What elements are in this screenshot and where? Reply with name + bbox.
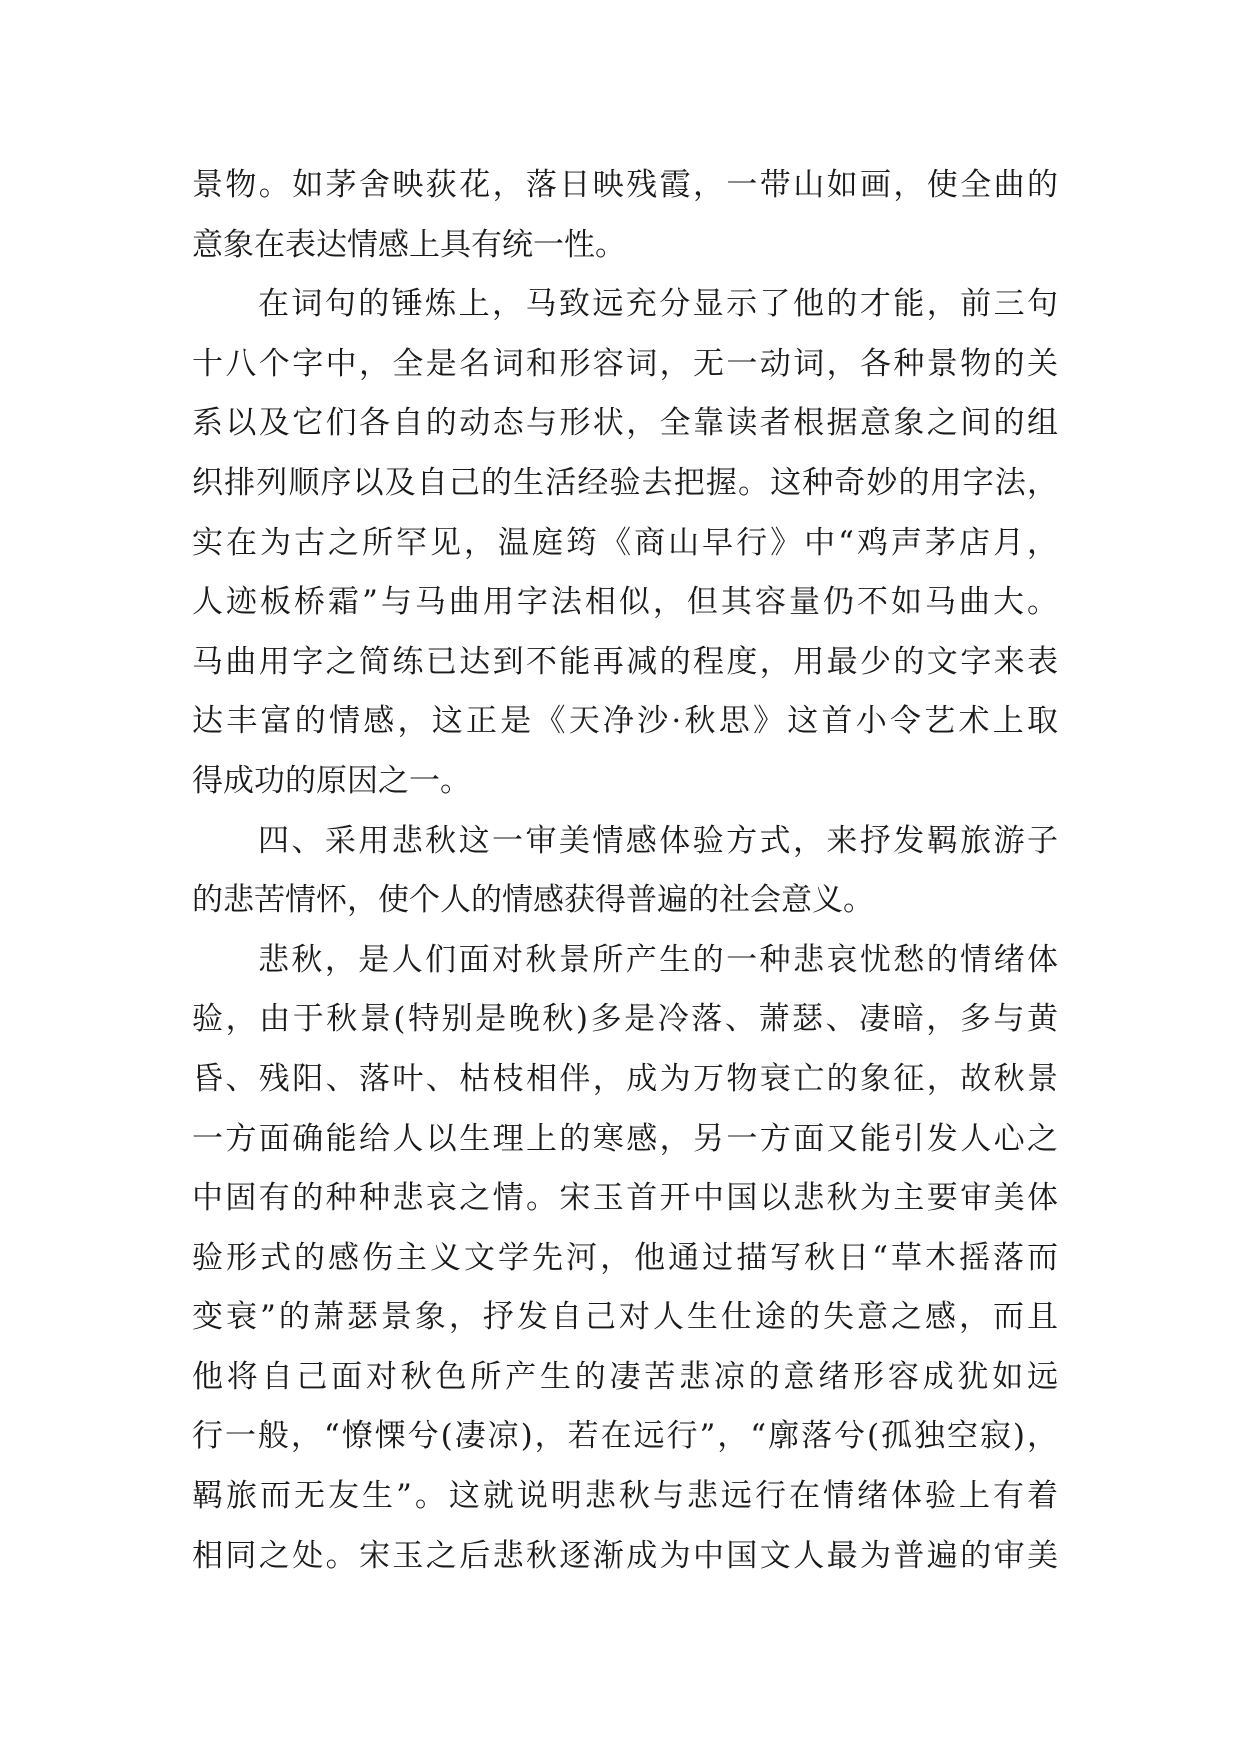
text-line: 昏、残阳、落叶、枯枝相伴，成为万物衰亡的象征，故秋景 xyxy=(192,1060,1058,1097)
text-line: 羁旅而无友生”。这就说明悲秋与悲远行在情绪体验上有着 xyxy=(192,1478,1058,1515)
text-line: 他将自己面对秋色所产生的凄苦悲凉的意绪形容成犹如远 xyxy=(192,1358,1058,1395)
text-line: 得成功的原因之一。 xyxy=(192,762,471,799)
section-heading-line: 的悲苦情怀，使个人的情感获得普遍的社会意义。 xyxy=(192,882,874,919)
text-line: 织排列顺序以及自己的生活经验去把握。这种奇妙的用字法， xyxy=(192,464,1058,501)
text-line: 行一般，“憭慄兮(凄凉)，若在远行”，“廓落兮(孤独空寂)， xyxy=(192,1418,1058,1455)
text-line: 验形式的感伤主义文学先河，他通过描写秋日“草木摇落而 xyxy=(192,1239,1058,1276)
text-line: 十八个字中，全是名词和形容词，无一动词，各种景物的关 xyxy=(192,345,1058,382)
text-line: 实在为古之所罕见，温庭筠《商山早行》中“鸡声茅店月， xyxy=(192,524,1058,561)
text-line: 中固有的种种悲哀之情。宋玉首开中国以悲秋为主要审美体 xyxy=(192,1180,1058,1217)
text-line: 一方面确能给人以生理上的寒感，另一方面又能引发人心之 xyxy=(192,1120,1058,1157)
text-line: 马曲用字之简练已达到不能再减的程度，用最少的文字来表 xyxy=(192,643,1058,680)
section-heading-line: 四、采用悲秋这一审美情感体验方式，来抒发羁旅游子 xyxy=(258,822,1058,859)
paragraph-first-line: 在词句的锤炼上，马致远充分显示了他的才能，前三句 xyxy=(258,286,1058,323)
text-line: 人迹板桥霜”与马曲用字法相似，但其容量仍不如马曲大。 xyxy=(192,584,1058,621)
text-line: 变衰”的萧瑟景象，抒发自己对人生仕途的失意之感，而且 xyxy=(192,1299,1058,1336)
text-line: 达丰富的情感，这正是《天净沙·秋思》这首小令艺术上取 xyxy=(192,703,1058,740)
text-line: 景物。如茅舍映荻花，落日映残霞，一带山如画，使全曲的 xyxy=(192,167,1058,203)
body-text xyxy=(192,156,1058,1586)
text-line: 验，由于秋景(特别是晚秋)多是冷落、萧瑟、凄暗，多与黄 xyxy=(192,1001,1058,1038)
text-line: 相同之处。宋玉之后悲秋逐渐成为中国文人最为普遍的审美 xyxy=(192,1537,1058,1574)
text-line: 系以及它们各自的动态与形状，全靠读者根据意象之间的组 xyxy=(192,405,1058,442)
text-line: 意象在表达情感上具有统一性。 xyxy=(192,226,626,263)
paragraph-first-line: 悲秋，是人们面对秋景所产生的一种悲哀忧愁的情绪体 xyxy=(258,941,1058,978)
